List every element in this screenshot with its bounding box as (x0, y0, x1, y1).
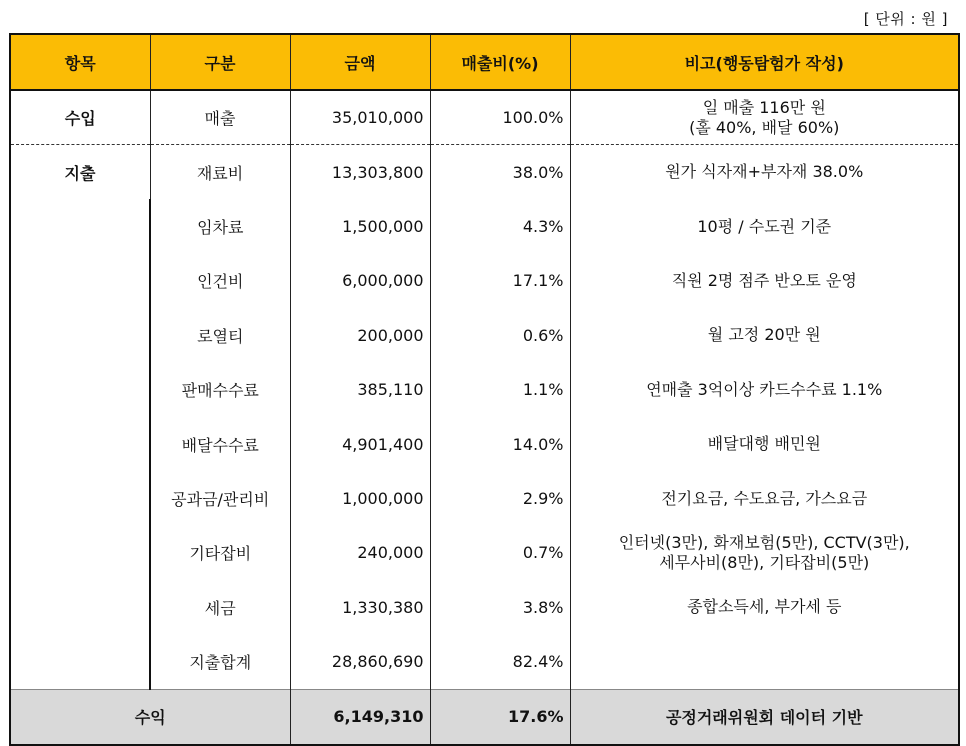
income-category: 수입 (10, 90, 150, 145)
table-row (10, 417, 959, 471)
expense-amount: 6,000,000 (290, 254, 430, 308)
expense-ratio: 4.3% (430, 199, 570, 253)
table-row (10, 308, 959, 362)
expense-ratio: 1.1% (430, 363, 570, 417)
expense-note: 원가 식자재+부자재 38.0% (570, 145, 959, 200)
expense-total-item: 지출합계 (150, 635, 290, 690)
expense-note: 10평 / 수도권 기준 (570, 199, 959, 253)
income-item: 매출 (150, 90, 290, 145)
header-item: 구분 (150, 34, 290, 90)
expense-item: 로열티 (150, 308, 290, 362)
expense-item: 기타잡비 (150, 526, 290, 580)
expense-item: 배달수수료 (150, 417, 290, 471)
expense-amount: 200,000 (290, 308, 430, 362)
expense-item: 임차료 (150, 199, 290, 253)
expense-amount: 240,000 (290, 526, 430, 580)
header-note: 비고(행동탐험가 작성) (570, 34, 959, 90)
expense-note: 직원 2명 점주 반오토 운영 (570, 254, 959, 308)
expense-note: 종합소득세, 부가세 등 (570, 580, 959, 634)
table-row (10, 254, 959, 308)
expense-note (570, 635, 959, 690)
expense-amount: 13,303,800 (290, 145, 430, 200)
header-amount: 금액 (290, 34, 430, 90)
expense-ratio: 2.9% (430, 471, 570, 525)
expense-ratio: 0.6% (430, 308, 570, 362)
income-note-line2: (홀 40%, 배달 60%) (689, 117, 840, 137)
profit-row (10, 689, 959, 745)
expense-total-ratio: 82.4% (430, 635, 570, 690)
expense-amount: 4,901,400 (290, 417, 430, 471)
expense-ratio: 0.7% (430, 526, 570, 580)
table-row (10, 363, 959, 417)
profit-ratio: 17.6% (430, 689, 570, 745)
expense-amount: 1,500,000 (290, 199, 430, 253)
expense-note: 전기요금, 수도요금, 가스요금 (570, 471, 959, 525)
header-row (10, 34, 959, 90)
expense-amount: 1,000,000 (290, 471, 430, 525)
table-row (10, 145, 959, 200)
table-row (10, 580, 959, 634)
expense-item: 판매수수료 (150, 363, 290, 417)
table-row (10, 199, 959, 253)
expense-note (570, 526, 959, 580)
profit-label: 수익 (10, 689, 290, 745)
profit-note: 공정거래위원회 데이터 기반 (570, 689, 959, 745)
expense-amount: 385,110 (290, 363, 430, 417)
income-ratio: 100.0% (430, 90, 570, 145)
expense-note-line2: 세무사비(8만), 기타잡비(5만) (659, 552, 870, 572)
expense-ratio: 17.1% (430, 254, 570, 308)
profit-amount: 6,149,310 (290, 689, 430, 745)
expense-ratio: 14.0% (430, 417, 570, 471)
expense-note: 배달대행 배민원 (570, 417, 959, 471)
expense-item: 인건비 (150, 254, 290, 308)
income-note (570, 90, 959, 145)
expense-item: 공과금/관리비 (150, 471, 290, 525)
table-row (10, 526, 959, 580)
income-note-line1: 일 매출 116만 원 (702, 97, 826, 117)
expense-note: 월 고정 20만 원 (570, 308, 959, 362)
unit-label: [ 단위 : 원 ] (863, 10, 948, 28)
table-row (10, 471, 959, 525)
header-category: 항목 (10, 34, 150, 90)
expense-ratio: 38.0% (430, 145, 570, 200)
expense-amount: 1,330,380 (290, 580, 430, 634)
expense-note: 연매출 3억이상 카드수수료 1.1% (570, 363, 959, 417)
expense-ratio: 3.8% (430, 580, 570, 634)
expense-category: 지출 (10, 145, 150, 690)
table-row (10, 635, 959, 690)
finance-table (9, 33, 960, 746)
expense-note-line1: 인터넷(3만), 화재보험(5만), CCTV(3만), (618, 532, 910, 552)
income-row (10, 90, 959, 145)
expense-total-amount: 28,860,690 (290, 635, 430, 690)
header-ratio: 매출비(%) (430, 34, 570, 90)
expense-item: 재료비 (150, 145, 290, 200)
expense-item: 세금 (150, 580, 290, 634)
income-amount: 35,010,000 (290, 90, 430, 145)
